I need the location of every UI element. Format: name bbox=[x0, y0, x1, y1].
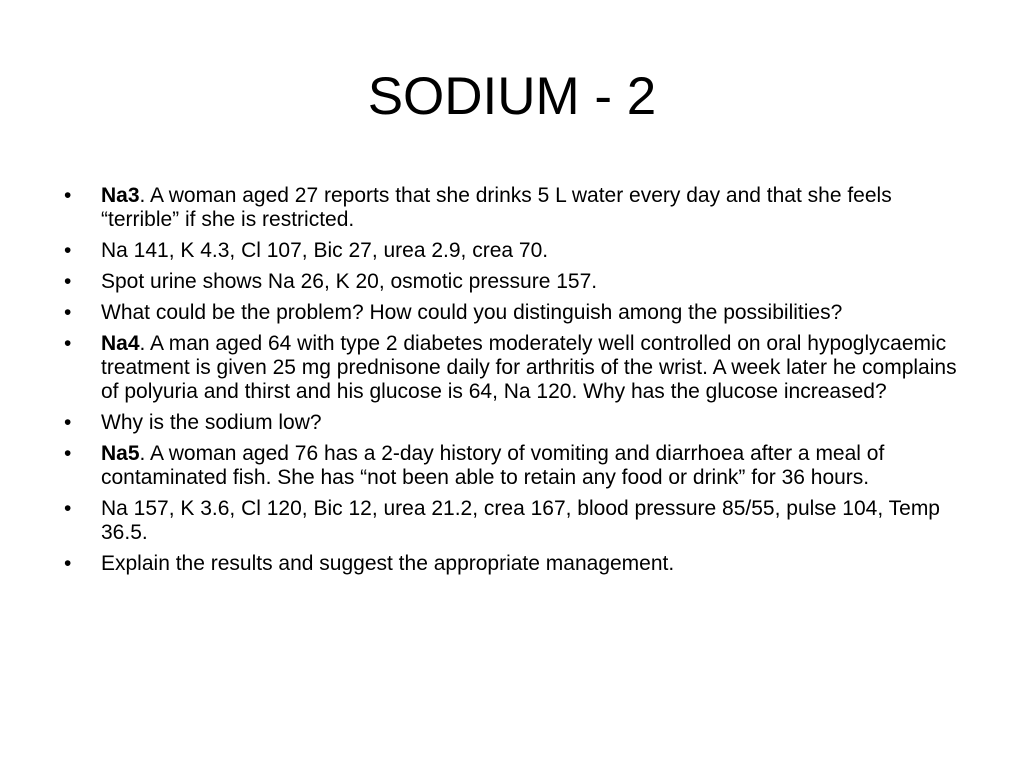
bullet-item bbox=[64, 332, 969, 404]
bullet-item bbox=[64, 239, 969, 263]
case-label: Na3 bbox=[101, 184, 140, 207]
bullet-icon: • bbox=[64, 184, 72, 207]
bullet-icon: • bbox=[64, 552, 72, 575]
bullet-text: . A woman aged 27 reports that she drinks 5 L water every day and that she feels “terrible” if she is restricted. bbox=[101, 184, 892, 231]
bullet-text: . A man aged 64 with type 2 diabetes moderately well controlled on oral hypoglycaemic treatment is given 25 mg prednisone daily for arthritis of the wrist. A week later he complains of polyuria and thirst and his glucose is 64, Na 120. Why has the glucose increased? bbox=[101, 332, 957, 403]
bullet-text: Na 141, K 4.3, Cl 107, Bic 27, urea 2.9, crea 70. bbox=[101, 239, 549, 262]
case-label: Na4 bbox=[101, 332, 140, 355]
bullet-item bbox=[64, 497, 969, 545]
bullet-text: Na 157, K 3.6, Cl 120, Bic 12, urea 21.2, crea 167, blood pressure 85/55, pulse 104, Temp 36.5. bbox=[101, 497, 940, 544]
bullet-text: Explain the results and suggest the appropriate management. bbox=[101, 552, 675, 575]
bullet-icon: • bbox=[64, 301, 72, 324]
bullet-icon: • bbox=[64, 497, 72, 520]
bullet-item bbox=[64, 552, 969, 576]
bullet-list bbox=[64, 184, 969, 583]
bullet-text: . A woman aged 76 has a 2-day history of vomiting and diarrhoea after a meal of contaminated fish. She has “not been able to retain any food or drink” for 36 hours. bbox=[101, 442, 885, 489]
bullet-text: What could be the problem? How could you distinguish among the possibilities? bbox=[101, 301, 843, 324]
bullet-item bbox=[64, 270, 969, 294]
bullet-icon: • bbox=[64, 442, 72, 465]
case-label: Na5 bbox=[101, 442, 140, 465]
bullet-item bbox=[64, 184, 969, 232]
bullet-text: Why is the sodium low? bbox=[101, 411, 322, 434]
bullet-icon: • bbox=[64, 332, 72, 355]
slide-title: SODIUM - 2 bbox=[367, 67, 657, 126]
bullet-icon: • bbox=[64, 239, 72, 262]
bullet-item bbox=[64, 301, 969, 325]
bullet-icon: • bbox=[64, 411, 72, 434]
bullet-icon: • bbox=[64, 270, 72, 293]
bullet-item bbox=[64, 442, 969, 490]
bullet-item bbox=[64, 411, 969, 435]
bullet-text: Spot urine shows Na 26, K 20, osmotic pressure 157. bbox=[101, 270, 598, 293]
